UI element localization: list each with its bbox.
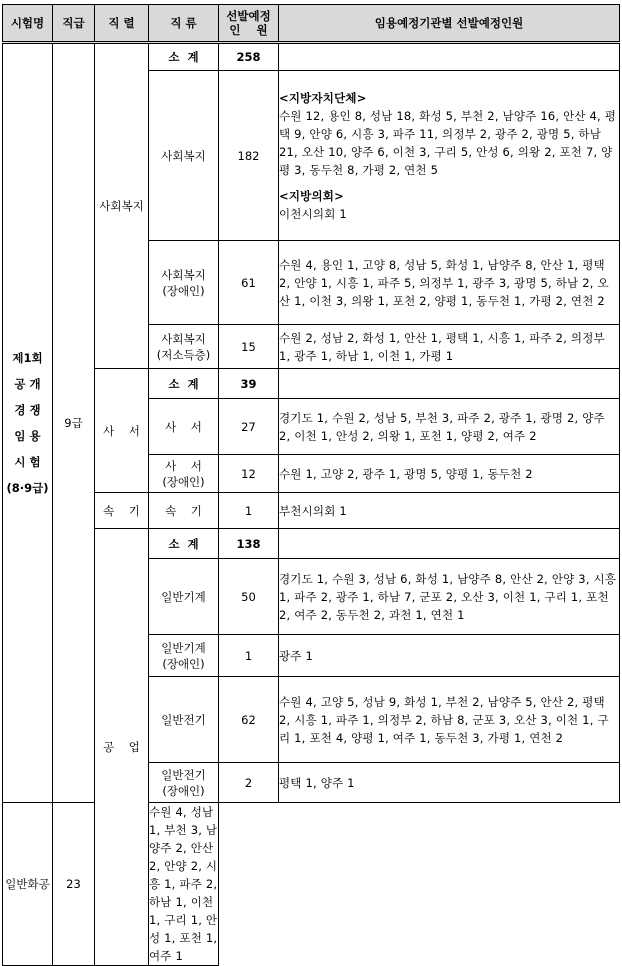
exam-name-line: 임 용: [14, 429, 41, 443]
council-list: 이천시의회 1: [279, 206, 347, 221]
exam-name-line: 공 개: [14, 377, 41, 391]
kind-cell: 사 서: [149, 399, 219, 455]
agencies-cell: 수원 4, 용인 1, 고양 8, 성남 5, 화성 1, 남양주 8, 안산 1, 평택 2, 안양 1, 시흥 1, 파주 5, 의정부 1, 광주 3, 광명 5, 하남 2, 오산 1, 이천 3, 의왕 1, 포천 2, 양평 1, 동두천 1, 가평 2, 연천 2: [279, 241, 620, 325]
kind-cell: [149, 325, 219, 369]
subtotal-value: 138: [219, 529, 279, 559]
kind-line: 사회복지: [161, 331, 206, 346]
agencies-cell: 수원 1, 고양 2, 광주 1, 광명 5, 양평 1, 동두천 2: [279, 455, 620, 493]
agencies-cell: 경기도 1, 수원 2, 성남 5, 부천 3, 파주 2, 광주 1, 광명 2, 양주 2, 이천 1, 안성 2, 의왕 1, 포천 1, 양평 2, 여주 2: [279, 399, 620, 455]
agencies-cell: 수원 2, 성남 2, 화성 1, 안산 1, 평택 1, 시흥 1, 파주 2, 의정부 1, 광주 1, 하남 1, 이천 1, 가평 1: [279, 325, 620, 369]
header-exam: 시험명: [3, 5, 53, 43]
agencies-cell: 평택 1, 양주 1: [279, 763, 620, 803]
local-gov-list: 수원 12, 용인 8, 성남 18, 화성 5, 부천 2, 남양주 16, 안산 4, 평택 9, 안양 6, 시흥 3, 파주 11, 의정부 2, 광주 2, 광명 5, 하남 21, 오산 10, 양주 6, 이천 3, 구리 5, 안성 6, 의왕 2, 포천 7, 양평 3, 동두천 8, 가평 2, 연천 5: [279, 108, 617, 177]
agencies-cell: 수원 4, 성남 1, 부천 3, 남양주 2, 안산 2, 안양 2, 시흥 1, 파주 2, 하남 1, 이천 1, 구리 1, 안성 1, 포천 1, 여주 1: [149, 803, 219, 966]
exam-name-line: 시 험: [14, 455, 41, 469]
kind-cell: 속 기: [149, 493, 219, 529]
series-welfare: 사회복지: [95, 43, 149, 369]
count-cell: 27: [219, 399, 279, 455]
header-series: 직 렬: [95, 5, 149, 43]
table-row: [3, 493, 620, 529]
kind-line: (저소득층): [156, 347, 211, 362]
series-steno: 속 기: [95, 493, 149, 529]
subtotal-label: 소 계: [149, 529, 219, 559]
table-row: [3, 529, 620, 559]
kind-cell: 일반기계: [149, 559, 219, 635]
kind-line: 일반전기: [161, 767, 206, 782]
subtotal-label: 소 계: [149, 43, 219, 71]
header-row: [3, 5, 620, 43]
table-row: [3, 43, 620, 71]
header-planned-line1: 선발예정: [226, 9, 271, 23]
count-cell: 1: [219, 635, 279, 677]
kind-cell: [149, 635, 219, 677]
local-gov-header: <지방자치단체>: [279, 90, 367, 105]
kind-line: (장애인): [162, 783, 205, 798]
kind-cell: 사회복지: [149, 71, 219, 241]
header-planned-line2: 인 원: [229, 23, 268, 37]
kind-line: (장애인): [162, 474, 205, 489]
kind-cell: 일반전기: [149, 677, 219, 763]
kind-line: (장애인): [162, 656, 205, 671]
count-cell: 1: [219, 493, 279, 529]
subtotal-value: 258: [219, 43, 279, 71]
exam-name-cell: [3, 43, 53, 803]
exam-name-line: 경 쟁: [14, 403, 41, 417]
kind-cell: [149, 455, 219, 493]
count-cell: 23: [53, 803, 95, 966]
kind-line: 일반기계: [161, 640, 206, 655]
header-agencies: 임용예정기관별 선발예정인원: [279, 5, 620, 43]
subtotal-label: 소 계: [149, 369, 219, 399]
recruitment-table: [2, 4, 620, 966]
header-grade: 직급: [53, 5, 95, 43]
series-clerk: 사 서: [95, 369, 149, 493]
header-kind: 직 류: [149, 5, 219, 43]
kind-cell: [149, 763, 219, 803]
agencies-cell: 부천시의회 1: [279, 493, 620, 529]
header-planned: [219, 5, 279, 43]
agencies-cell: 경기도 1, 수원 3, 성남 6, 화성 1, 남양주 8, 안산 2, 안양 3, 시흥 1, 파주 2, 광주 1, 하남 7, 군포 2, 오산 3, 이천 1, 구리 1, 포천 2, 여주 2, 동두천 2, 과천 1, 연천 1: [279, 559, 620, 635]
agencies-cell: 광주 1: [279, 635, 620, 677]
kind-line: (장애인): [162, 283, 205, 298]
council-header: <지방의회>: [279, 188, 344, 203]
series-industrial: 공 업: [95, 529, 149, 966]
kind-cell: [149, 241, 219, 325]
count-cell: 50: [219, 559, 279, 635]
count-cell: 61: [219, 241, 279, 325]
kind-line: 사회복지: [161, 267, 206, 282]
table-row: [3, 369, 620, 399]
empty-cell: [279, 529, 620, 559]
empty-cell: [279, 43, 620, 71]
kind-line: 사 서: [165, 458, 202, 473]
count-cell: 2: [219, 763, 279, 803]
count-cell: 12: [219, 455, 279, 493]
exam-name-line: 제1회: [12, 351, 43, 365]
count-cell: 15: [219, 325, 279, 369]
count-cell: 182: [219, 71, 279, 241]
grade-cell: 9급: [53, 43, 95, 803]
empty-cell: [279, 369, 620, 399]
kind-cell: 일반화공: [3, 803, 53, 966]
agencies-cell: [279, 71, 620, 241]
agencies-cell: 수원 4, 고양 5, 성남 9, 화성 1, 부천 2, 남양주 5, 안산 2, 평택 2, 시흥 1, 파주 1, 의정부 2, 하남 8, 군포 3, 오산 3, 이천 1, 구리 1, 포천 4, 양평 1, 여주 1, 동두천 3, 가평 1, 연천 2: [279, 677, 620, 763]
exam-name-line: (8·9급): [6, 481, 49, 495]
count-cell: 62: [219, 677, 279, 763]
subtotal-value: 39: [219, 369, 279, 399]
